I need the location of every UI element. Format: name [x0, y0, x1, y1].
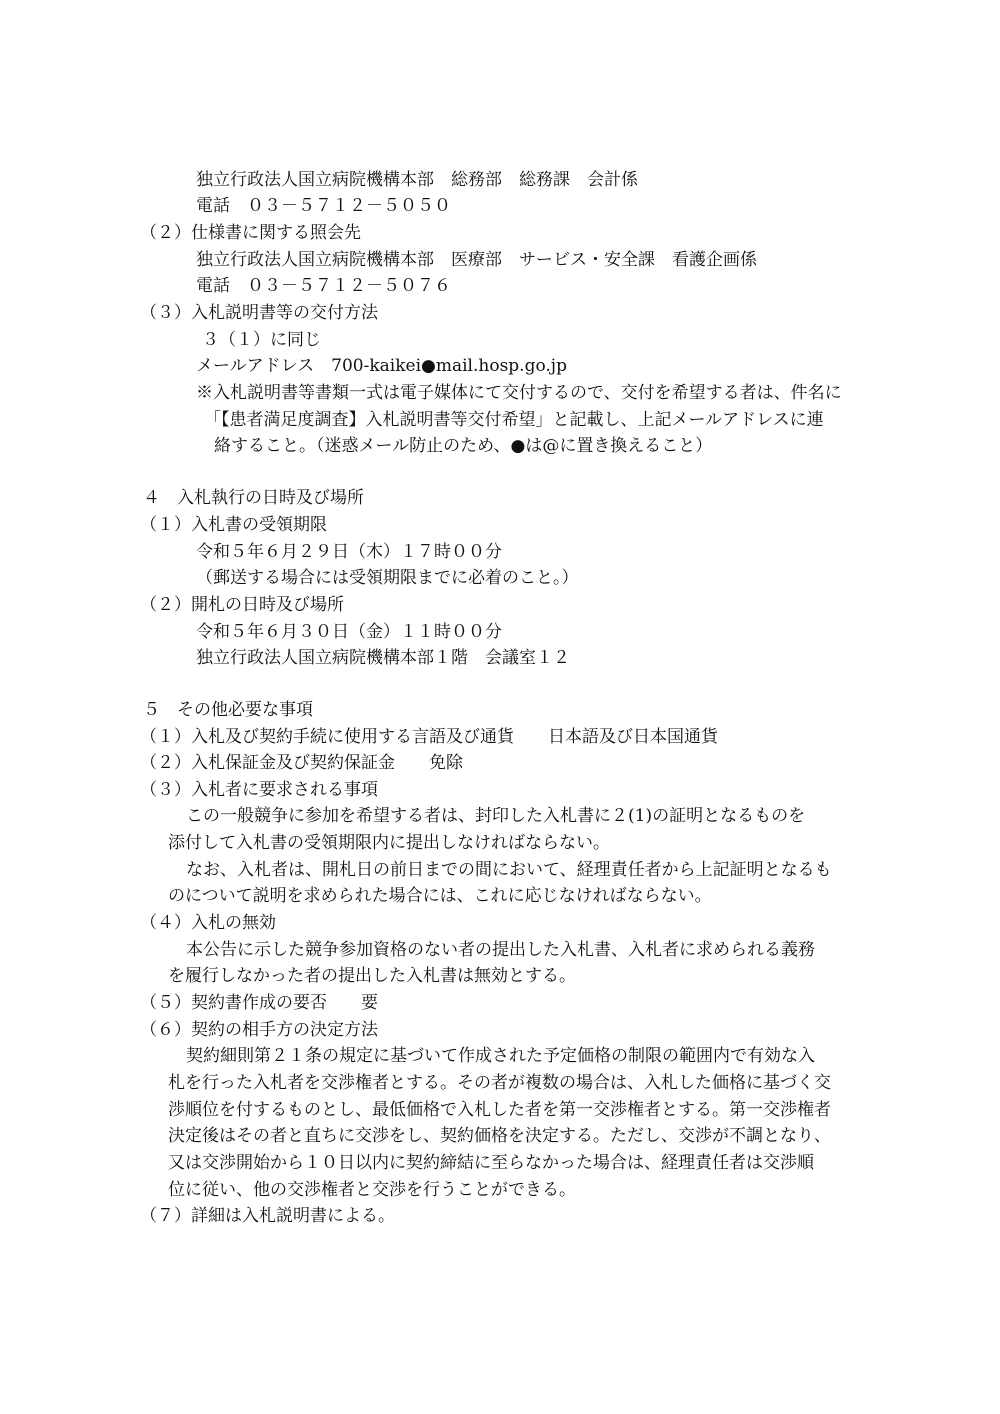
section-5-heading: ５ その他必要な事項 — [143, 700, 313, 720]
item-5-6-line1: 契約細則第２１条の規定に基づいて作成された予定価格の制限の範囲内で有効な入 — [186, 1046, 815, 1066]
item-5-6-heading: （６）契約の相手方の決定方法 — [140, 1020, 378, 1040]
item-5-1: （１）入札及び契約手続に使用する言語及び通貨 日本語及び日本国通貨 — [140, 727, 718, 747]
item-5-3-para1-line2: 添付して入札書の受領期限内に提出しなければならない。 — [168, 833, 610, 853]
deadline-note: （郵送する場合には受領期限までに必着のこと。） — [196, 568, 579, 588]
contact-phone-2: 電話 ０３－５７１２－５０７６ — [196, 276, 451, 296]
note-line-2: 「【患者満足度調査】入札説明書等交付希望」と記載し、上記メールアドレスに連 — [204, 410, 824, 430]
item-4-2-heading: （２）開札の日時及び場所 — [140, 595, 344, 615]
item-5-6-line4: 決定後はその者と直ちに交渉をし、契約価格を決定する。ただし、交渉が不調となり、 — [168, 1126, 831, 1146]
item-5-6-line6: 位に従い、他の交渉権者と交渉を行うことができる。 — [168, 1180, 576, 1200]
item-5-6-line3: 渉順位を付するものとし、最低価格で入札した者を第一交渉権者とする。第一交渉権者 — [168, 1100, 831, 1120]
opening-date: 令和５年６月３０日（金）１１時００分 — [196, 622, 502, 642]
deadline-date: 令和５年６月２９日（木）１７時００分 — [196, 542, 502, 562]
section-4-heading: ４ 入札執行の日時及び場所 — [143, 488, 364, 508]
opening-place: 独立行政法人国立病院機構本部１階 会議室１２ — [196, 648, 570, 668]
contact-org-2: 独立行政法人国立病院機構本部 医療部 サービス・安全課 看護企画係 — [196, 250, 757, 270]
item-5-6-line2: 札を行った入札者を交渉権者とする。その者が複数の場合は、入札した価格に基づく交 — [168, 1073, 831, 1093]
contact-phone-1: 電話 ０３－５７１２－５０５０ — [196, 196, 451, 216]
same-as-note: ３（１）に同じ — [202, 330, 321, 350]
email-line: メールアドレス 700-kaikei●mail.hosp.go.jp — [196, 356, 567, 376]
item-5-3-para2-line2: のについて説明を求められた場合には、これに応じなければならない。 — [168, 886, 712, 906]
item-3-2-heading: （２）仕様書に関する照会先 — [140, 223, 361, 243]
item-5-3-para1-line1: この一般競争に参加を希望する者は、封印した入札書に２(1)の証明となるものを — [186, 806, 806, 826]
item-3-3-heading: （３）入札説明書等の交付方法 — [140, 303, 378, 323]
item-5-7: （７）詳細は入札説明書による。 — [140, 1206, 395, 1226]
note-line-3: 絡すること。（迷惑メール防止のため、●は@に置き換えること） — [214, 436, 713, 456]
item-5-4-line1: 本公告に示した競争参加資格のない者の提出した入札書、入札者に求められる義務 — [186, 940, 815, 960]
item-5-6-line5: 又は交渉開始から１０日以内に契約締結に至らなかった場合は、経理責任者は交渉順 — [168, 1153, 814, 1173]
item-5-5: （５）契約書作成の要否 要 — [140, 993, 378, 1013]
contact-org-1: 独立行政法人国立病院機構本部 総務部 総務課 会計係 — [196, 170, 638, 190]
item-5-4-line2: を履行しなかった者の提出した入札書は無効とする。 — [168, 966, 576, 986]
item-4-1-heading: （１）入札書の受領期限 — [140, 515, 327, 535]
note-line-1: ※入札説明書等書類一式は電子媒体にて交付するので、交付を希望する者は、件名に — [196, 383, 842, 403]
item-5-4-heading: （４）入札の無効 — [140, 913, 276, 933]
item-5-3-heading: （３）入札者に要求される事項 — [140, 780, 378, 800]
item-5-3-para2-line1: なお、入札者は、開札日の前日までの間において、経理責任者から上記証明となるも — [186, 860, 832, 880]
item-5-2: （２）入札保証金及び契約保証金 免除 — [140, 753, 463, 773]
